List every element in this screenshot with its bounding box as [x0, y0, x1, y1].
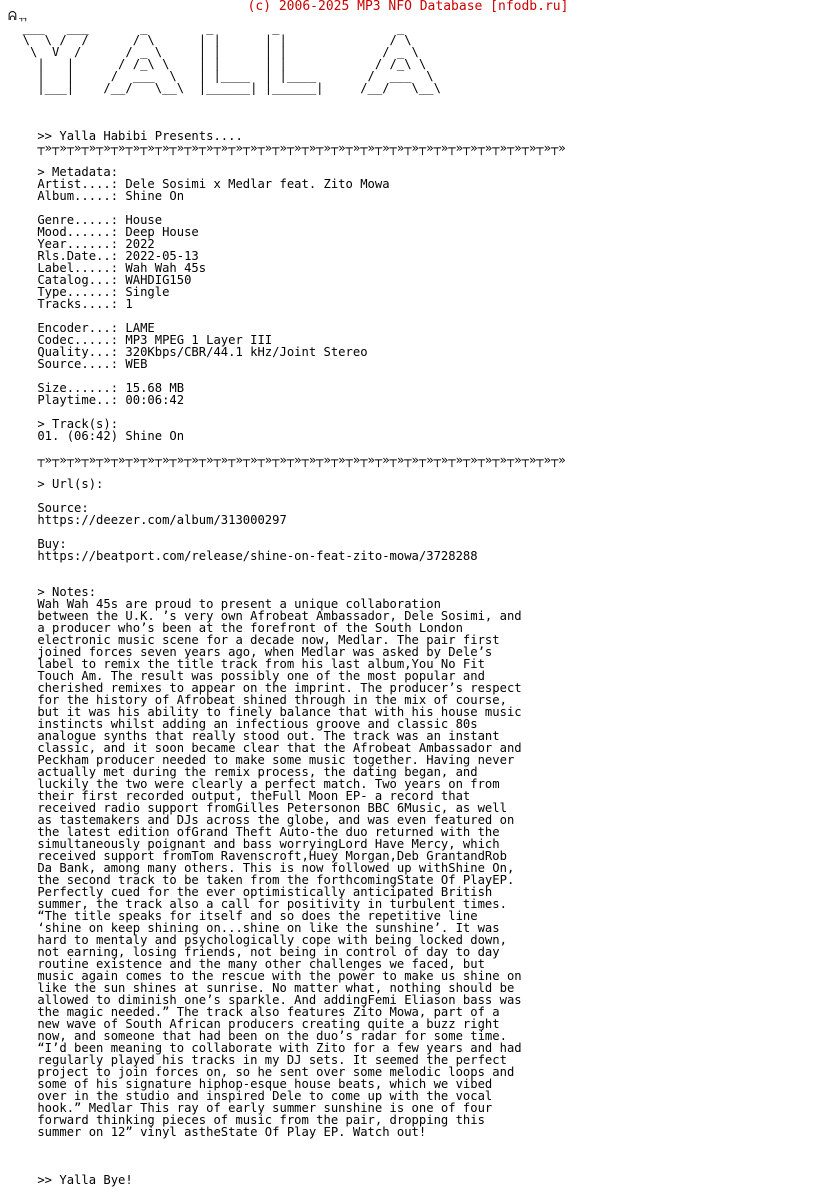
site-header: (c) 2006-2025 MP3 NFO Database [nfodb.ru] — [247, 0, 569, 14]
nfo-text: ᕱᆩ ___ ___ _ _ _ _ \ \ / / / \ | | | | / \ \ V / / _ \ | | | | / _ \ | | / /_\ \ | | | | / /_\ \ | | / ___ \ | |____ | |____ / ___ \ |___| /__/ \__\ |______| |______| /__/ \__\ >> Yalla Habibi Presents.... ┬»┬»┬»┬»┬»┬»┬»┬»┬»┬»┬»┬»┬»┬»┬»┬»┬»┬»┬»┬»┬»┬»┬»┬»┬»┬»┬»┬»┬»┬»┬»┬»┬»┬»┬»┬» > Metadata: Artist....: Dele Sosimi x Medlar feat. Zito Mowa Album.....: Shine On Genre.....: House Mood......: Deep House Year......: 2022 Rls.Date..: 2022-05-13 Label.....: Wah Wah 45s Catalog...: WAHDIG150 Type......: Single Tracks....: 1 Encoder...: LAME Codec.....: MP3 MPEG 1 Layer III Quality...: 320Kbps/CBR/44.1 kHz/Joint Stereo Source....: WEB Size......: 15.68 MB Playtime..: 00:06:42 > Track(s): 01. (06:42) Shine On ┬»┬»┬»┬»┬»┬»┬»┬»┬»┬»┬»┬»┬»┬»┬»┬»┬»┬»┬»┬»┬»┬»┬»┬»┬»┬»┬»┬»┬»┬»┬»┬»┬»┬»┬»┬» > Url(s): Source: https://deezer.com/album/313000297 Buy: https://beatport.com/release/shine-on-feat-zito-mowa/3728288 > Notes: Wah Wah 45s are proud to present a unique collaboration between the U.K. ’s very own Afrobeat Ambassador, Dele Sosimi, and a producer who’s been at the forefront of the South London electronic music scene for a decade now, Medlar. The pair first joined forces seven years ago, when Medlar was asked by Dele’s label to remix the title track from his last album,You No Fit Touch Am. The result was possibly one of the most popular and cherished remixes to appear on the imprint. The producer’s respect for the history of Afrobeat shined through in the mix of course, but it was his ability to finely balance that with his house music instincts whilst adding an infectious groove and classic 80s analogue synths that really stood out. The track was an instant classic, and it soon became clear that the Afrobeat Ambassador and Peckham producer needed to make some music together. Having never actually met during the remix process, the dating began, and luckily the two were clearly a perfect match. Two years on from their first recorded output, theFull Moon EP- a record that received radio support fromGilles Petersonon BBC 6Music, as well as tastemakers and DJs across the globe, and was even featured on the latest edition ofGrand Theft Auto-the duo returned with the simultaneously poignant and bass worryingLord Have Mercy, which received support fromTom Ravenscroft,Huey Morgan,Deb GrantandRob Da Bank, among many others. This is now followed up withShine On, the second track to be taken from the forthcomingState Of PlayEP. Perfectly cued for the ever optimistically anticipated British summer, the track also a call for positivity in turbulent times. “The title speaks for itself and so does the repetitive line ‘shine on keep shining on...shine on like the sunshine’. It was hard to mentaly and psychologically cope with being locked down, not earning, losing friends, not being in control of day to day routine existence and the many other challenges we faced, but music again comes to the rescue with the power to make us shine on like the sun shines at sunrise. No matter what, nothing should be allowed to diminish one’s sparkle. And addingFemi Eliason bass was the magic needed.” The track also features Zito Mowa, part of a new wave of South African producers creating quite a buzz right now, and someone that had been on the duo’s radar for some time. “I’d been meaning to collaborate with Zito for a few years and had regularly played his tracks in my DJ sets. It seemed the perfect project to join forces on, so he sent over some melodic loops and some of his signature hiphop-esque house beats, which we vibed over in the studio and inspired Dele to come up with the vocal hook.” Medlar This ray of early summer sunshine is one of four forward thinking pieces of music from the pair, dropping this summer on 12” vinyl astheState Of Play EP. Watch out! >> Yalla Bye! — [8, 9, 566, 1187]
